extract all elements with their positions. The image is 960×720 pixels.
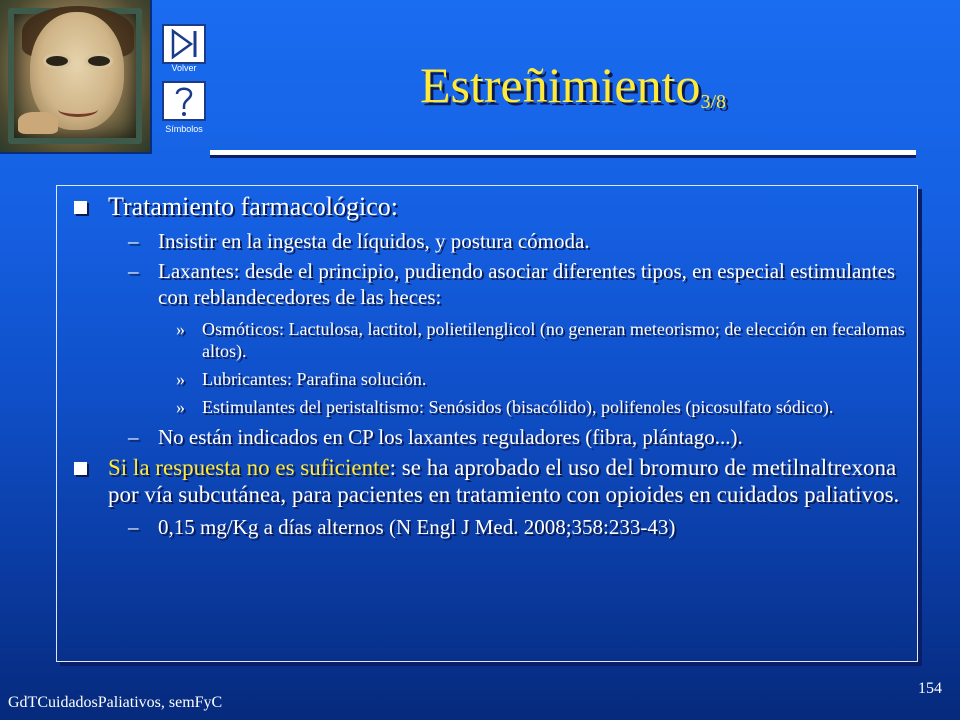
bullet-level3	[70, 396, 910, 418]
raquo-bullet: »	[176, 369, 185, 389]
bullet-level2	[70, 424, 910, 450]
dash-bullet: –	[128, 515, 139, 539]
bullet-text: Tratamiento farmacológico:	[108, 192, 399, 221]
volver-button[interactable]	[162, 24, 206, 64]
volver-label: Volver	[171, 63, 197, 73]
raquo-bullet: »	[176, 397, 185, 417]
portrait-image	[0, 0, 152, 154]
slide-content	[70, 192, 910, 544]
bullet-text: Osmóticos: Lactulosa, lactitol, polietilenglicol (no generan meteorismo; de elección en fecalomas altos).	[202, 319, 905, 361]
bullet-level3	[70, 318, 910, 362]
footer-credit: GdTCuidadosPaliativos, semFyC	[8, 694, 223, 711]
bullet-level1	[70, 454, 910, 508]
bullet-text: No están indicados en CP los laxantes reguladores (fibra, plántago...).	[158, 425, 743, 449]
square-bullet-icon	[74, 462, 87, 475]
dash-bullet: –	[128, 425, 139, 449]
slide-title-text: Estreñimiento	[420, 57, 701, 113]
dash-bullet: –	[128, 259, 139, 283]
dash-bullet: –	[128, 229, 139, 253]
bullet-text: Laxantes: desde el principio, pudiendo asociar diferentes tipos, en especial estimulantes con reblandecedores de las heces:	[158, 259, 896, 309]
bullet-level2	[70, 258, 910, 310]
simbolos-label: Símbolos	[165, 124, 203, 134]
portrait-mouth	[58, 102, 98, 117]
portrait-hands	[18, 112, 58, 134]
bullet-level3	[70, 368, 910, 390]
title-divider	[210, 150, 916, 155]
square-bullet-icon	[74, 201, 87, 214]
page-number: 154	[918, 680, 942, 697]
portrait-eye-right	[88, 56, 110, 66]
portrait-eye-left	[46, 56, 68, 66]
simbolos-button[interactable]	[162, 81, 206, 121]
bullet-text: Insistir en la ingesta de líquidos, y postura cómoda.	[158, 229, 590, 253]
bullet-text: Lubricantes: Parafina solución.	[202, 369, 427, 389]
play-next-icon	[167, 28, 201, 60]
slide-title	[420, 57, 727, 113]
bullet-text: Estimulantes del peristaltismo: Senósidos (bisacólido), polifenoles (picosulfato sódico).	[202, 397, 834, 417]
bullet-text: : se ha aprobado el uso del bromuro de metilnaltrexona por vía subcutánea, para pacientes en tratamiento con opioides en cuidados paliativos.	[108, 455, 900, 507]
bullet-level1	[70, 192, 910, 222]
question-mark-icon	[171, 84, 197, 118]
highlight-text: Si la respuesta no es suficiente	[108, 455, 390, 480]
bullet-level2	[70, 514, 910, 540]
raquo-bullet: »	[176, 319, 185, 339]
bullet-text: 0,15 mg/Kg a días alternos (N Engl J Med. 2008;358:233-43)	[158, 515, 676, 539]
bullet-level2	[70, 228, 910, 254]
slide-title-subscript: 3/8	[700, 91, 727, 113]
